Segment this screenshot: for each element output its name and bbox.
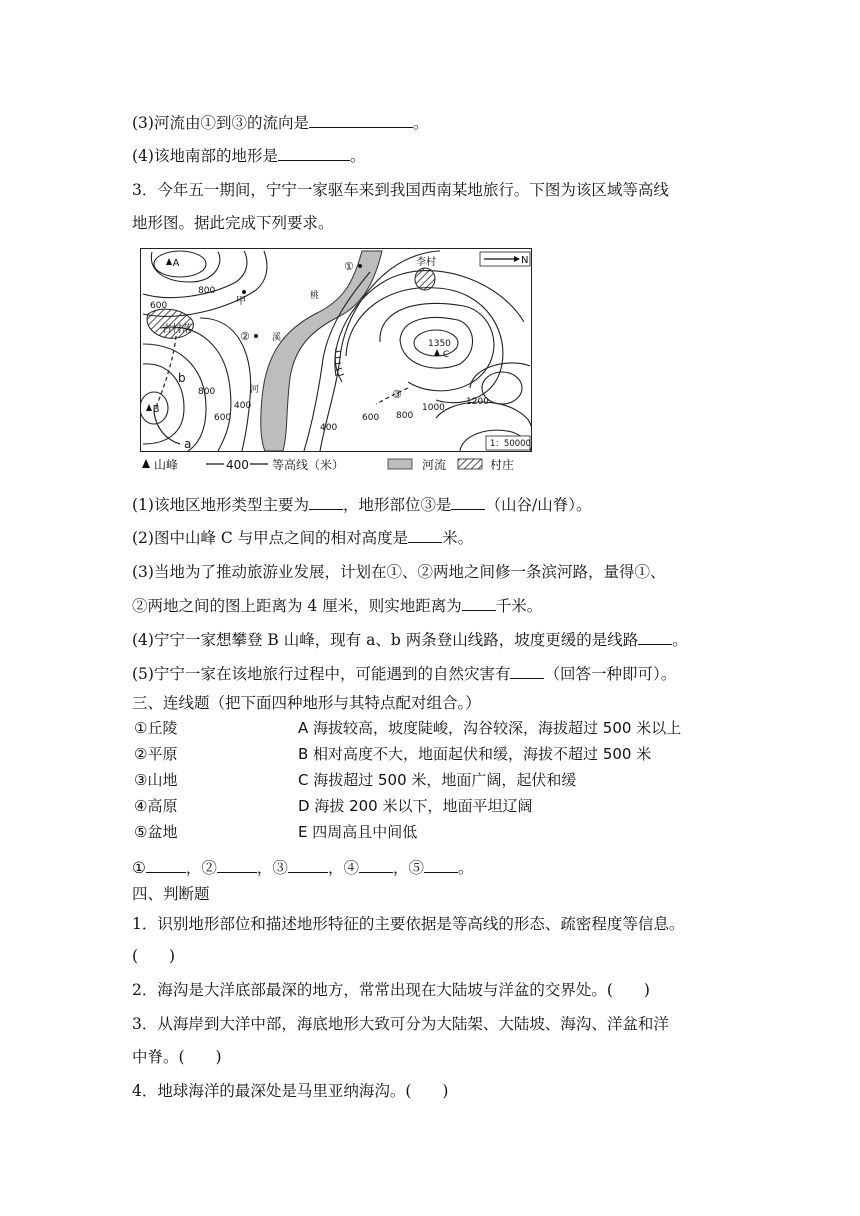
legend-contour-label: 等高线（米） (272, 458, 345, 472)
map-question-3-line2: ②两地之间的图上距离为 4 厘米，则实地距离为 千米。 (132, 597, 543, 615)
li-village (415, 268, 435, 290)
match-left-item[interactable]: ⑤盆地 (134, 823, 178, 841)
answer-blank[interactable] (309, 495, 343, 510)
map-question-2: (2)图中山峰 C 与甲点之间的相对高度是 米。 (132, 529, 474, 547)
answer-blank[interactable] (359, 858, 393, 873)
answer-blank[interactable] (309, 113, 413, 128)
river-char: 溪 (272, 333, 282, 343)
match-right-item[interactable]: A 海拔较高，坡度陡峻，沟谷较深，海拔超过 500 米以上 (298, 719, 682, 737)
point-3-label: ③ (392, 388, 402, 401)
contour-map-figure (140, 248, 532, 474)
match-left-item[interactable]: ②平原 (134, 745, 178, 763)
answer-blank[interactable] (424, 858, 458, 873)
contour-label: 1350 (428, 339, 451, 349)
map-legend (142, 457, 514, 472)
legend-river-swatch (388, 459, 412, 469)
answer-blank[interactable] (146, 858, 186, 873)
question-river-direction: (3)河流由①到③的流向是 。 (132, 114, 429, 132)
contour-label: 800 (198, 387, 216, 397)
point-2-dot (254, 334, 258, 338)
north-label: N (521, 255, 529, 266)
map-question-5: (5)宁宁一家在该地旅行过程中，可能遇到的自然灾害有 （回答一种即可）。 (132, 665, 677, 683)
point-1-dot (358, 264, 362, 268)
judge-item-4[interactable]: 4．地球海洋的最深处是马里亚纳海沟。( ) (132, 1082, 449, 1100)
point-jia-label: 甲 (236, 296, 246, 307)
map-question-1: (1)该地区地形类型主要为 ，地形部位③是 （山谷/山脊）。 (132, 496, 592, 514)
judge-item-3-line1: 3．从海岸到大洋中部，海底地形大致可分为大陆架、大陆坡、海沟、洋盆和洋 (132, 1015, 669, 1033)
task3-intro-line2: 地形图。据此完成下列要求。 (132, 214, 334, 232)
peak-c-label: C (442, 350, 450, 360)
legend-peak-icon (142, 459, 150, 468)
contour-label: 600 (150, 301, 168, 311)
match-right-item[interactable]: C 海拔超过 500 米，地面广阔，起伏和缓 (298, 771, 577, 789)
map-question-3-line1: (3)当地为了推动旅游业发展，计划在①、②两地之间修一条滨河路，量得①、 (132, 563, 666, 581)
task3-intro-line1: 3．今年五一期间，宁宁一家驱车来到我国西南某地旅行。下图为该区域等高线 (132, 181, 669, 199)
map-question-4: (4)宁宁一家想攀登 B 山峰，现有 a、b 两条登山线路，坡度更缓的是线路 。 (132, 631, 688, 649)
river-char: 桃 (310, 291, 320, 301)
judge-item-2[interactable]: 2．海沟是大洋底部最深的地方，常常出现在大陆坡与洋盆的交界处。( ) (132, 981, 650, 999)
contour-label: 1000 (422, 403, 445, 413)
answer-blank[interactable] (278, 146, 350, 161)
match-left-item[interactable]: ①丘陵 (134, 719, 178, 737)
contour-label: 600 (362, 413, 380, 423)
answer-blank[interactable] (638, 630, 672, 645)
river-char: 河 (250, 385, 260, 395)
match-right-item[interactable]: B 相对高度不大，地面起伏和缓，海拔不超过 500 米 (298, 745, 652, 763)
legend-village-label: 村庄 (490, 458, 515, 472)
legend-river-label: 河流 (422, 458, 447, 472)
section4-title: 四、判断题 (132, 885, 210, 903)
point-2-label: ② (240, 330, 250, 343)
answer-blank[interactable] (462, 596, 496, 611)
match-right-item[interactable]: D 海拔 200 米以下，地面平坦辽阔 (298, 797, 533, 815)
answer-blank[interactable] (288, 858, 328, 873)
judge-item-3-line2[interactable]: 中脊。( ) (132, 1048, 222, 1066)
scale-label: 1：50000 (490, 439, 531, 449)
judge-item-1-paren[interactable]: ( ) (132, 947, 176, 965)
contour-label: 800 (396, 411, 414, 421)
matching-answer-line: ① ，② ，③ ，④ ，⑤ 。 (132, 859, 474, 877)
contour-label: 800 (198, 286, 216, 296)
question-south-terrain: (4)该地南部的地形是 。 (132, 147, 366, 165)
match-right-item[interactable]: E 四周高且中间低 (298, 823, 418, 841)
peak-b-label: B (152, 404, 160, 415)
section3-title: 三、连线题（把下面四种地形与其特点配对组合。） (132, 694, 481, 712)
point-1-label: ① (344, 260, 354, 273)
point-jia-dot (242, 290, 246, 294)
li-village-label: 李村 (416, 257, 436, 268)
answer-blank[interactable] (408, 528, 442, 543)
contour-label: 400 (234, 401, 252, 411)
contour-label: 1200 (466, 397, 489, 407)
contour-label: 600 (214, 413, 232, 423)
route-a-label: a (184, 437, 192, 451)
legend-peak-label: 山峰 (154, 458, 179, 472)
old-village-label: 古村落 (162, 324, 192, 335)
legend-contour-value: 400 (226, 458, 249, 472)
match-left-item[interactable]: ④高原 (134, 797, 178, 815)
match-left-item[interactable]: ③山地 (134, 771, 178, 789)
answer-blank[interactable] (510, 664, 544, 679)
answer-blank[interactable] (217, 858, 257, 873)
answer-blank[interactable] (451, 495, 485, 510)
route-b-label: b (178, 371, 186, 385)
legend-village-swatch (458, 459, 482, 469)
peak-a-label: A (172, 258, 180, 269)
judge-item-1-line1: 1．识别地形部位和描述地形特征的主要依据是等高线的形态、疏密程度等信息。 (132, 915, 685, 933)
contour-label: 400 (320, 423, 338, 433)
